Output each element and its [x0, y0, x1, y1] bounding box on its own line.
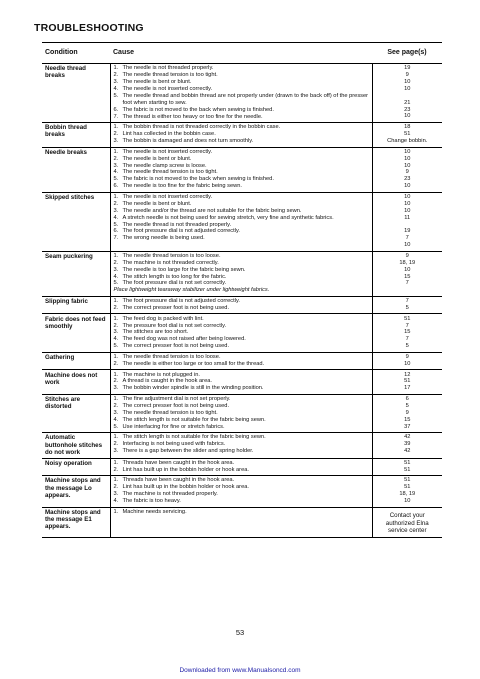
page-ref: 7	[405, 298, 409, 305]
page-ref: 21	[404, 99, 411, 106]
cause-text: The fabric is not moved to the back when sewing is finished.	[122, 106, 274, 113]
page-ref: 10	[404, 155, 411, 162]
page-ref: 51	[404, 378, 411, 385]
cause-text: The needle thread tension is too tight.	[122, 72, 218, 79]
cause-item	[114, 107, 369, 114]
cause-item	[114, 460, 369, 467]
cause-item	[114, 378, 369, 385]
cause-text: The needle thread tension is too tight.	[122, 169, 218, 176]
cause-item	[114, 131, 369, 138]
page-ref: 51	[404, 315, 411, 322]
cause-number: 1.	[113, 252, 119, 259]
cause-item	[114, 86, 369, 93]
page-ref: 42	[404, 434, 411, 441]
cause-number: 4.	[113, 336, 119, 343]
cause-item	[114, 183, 369, 190]
page-ref: 51	[404, 484, 411, 491]
cause-number: 4.	[113, 498, 119, 505]
cause-item	[114, 410, 369, 417]
page-ref: 17	[404, 385, 411, 392]
page-ref: 51	[404, 459, 411, 466]
page-ref: 51	[404, 466, 411, 473]
cause-item	[114, 343, 369, 350]
cause-cell	[110, 476, 372, 507]
table-row	[42, 433, 442, 458]
page-ref: 10	[404, 242, 411, 249]
cause-number: 3.	[113, 79, 119, 85]
page-ref: 5	[405, 402, 409, 409]
cause-text: Interfacing is not being used with fabrics.	[122, 441, 226, 448]
table-row	[42, 251, 442, 296]
cause-number: 2.	[113, 72, 119, 79]
cause-text: The stitch length is not suitable for the fabric being sewn.	[122, 416, 266, 423]
condition-cell: Skipped stitches	[42, 192, 110, 251]
cause-text: There is a gap between the slider and spring holder.	[122, 448, 254, 455]
cause-text: The machine is not threaded properly.	[122, 491, 218, 498]
cause-number: 6.	[113, 228, 119, 235]
page-ref: 9	[405, 169, 409, 176]
condition-cell: Machine stops and the message Lo appears.	[42, 476, 110, 507]
pages-cell	[372, 192, 442, 251]
cause-number: 1.	[113, 193, 119, 200]
page-ref: 9	[405, 72, 409, 79]
page-ref: Change bobbin.	[387, 138, 428, 144]
cause-text: The needle is not inserted correctly.	[122, 85, 213, 92]
page-ref: 51	[404, 477, 411, 484]
page-ref: 10	[404, 200, 411, 207]
cause-text: The needle thread tension is too loose.	[122, 353, 221, 360]
cause-number: 2.	[113, 441, 119, 448]
cause-number: 3.	[113, 207, 119, 214]
cause-item	[114, 424, 369, 431]
footer-download-link[interactable]: Downloaded from www.Manualsoncd.com	[179, 667, 301, 674]
page-ref: 39	[404, 441, 411, 448]
page-ref: 6	[405, 396, 409, 403]
page-ref: 10	[404, 498, 411, 505]
cause-cell	[110, 352, 372, 370]
cause-cell	[110, 296, 372, 314]
table-header-row	[42, 43, 442, 64]
condition-cell: Needle breaks	[42, 147, 110, 192]
cause-number: 1.	[113, 65, 119, 72]
cause-text: The needle is bent or blunt.	[122, 155, 192, 162]
pages-cell	[372, 458, 442, 476]
cause-item	[114, 194, 369, 201]
condition-cell: Automatic buttonhole stitches do not work	[42, 433, 110, 458]
page-ref: 7	[405, 280, 409, 287]
page-ref: 15	[404, 273, 411, 280]
page-ref-spacer	[376, 222, 440, 229]
page-ref: 10	[404, 85, 411, 92]
cause-text: The correct presser foot is not being used.	[122, 304, 230, 311]
cause-item	[114, 484, 369, 491]
cause-item	[114, 156, 369, 163]
cause-text: The fine adjustment dial is not set properly.	[122, 396, 231, 403]
cause-item	[114, 169, 369, 176]
cause-text: The foot pressure dial is not set correctly.	[122, 280, 227, 287]
cause-cell	[110, 458, 372, 476]
page-ref: 5	[405, 343, 409, 350]
cause-number: 4.	[113, 416, 119, 423]
table-row	[42, 123, 442, 148]
cause-text: The wrong needle is being used.	[122, 235, 205, 242]
troubleshooting-table	[42, 42, 442, 538]
page-ref: 9	[405, 252, 409, 259]
cause-text: The needle is bent or blunt.	[122, 79, 192, 85]
cause-text: The bobbin is damaged and does not turn smoothly.	[122, 138, 254, 145]
cause-item	[114, 274, 369, 281]
page-ref: 10	[404, 183, 411, 190]
table-row	[42, 476, 442, 507]
cause-cell	[110, 433, 372, 458]
condition-cell: Needle thread breaks	[42, 64, 110, 123]
cause-note: Place lightweight tearaway stabilizer under lightweight fabrics.	[113, 287, 270, 294]
cause-text: The foot pressure dial is not adjusted correctly.	[122, 228, 240, 235]
page-ref: 15	[404, 416, 411, 423]
page-ref: 10	[404, 162, 411, 169]
pages-cell	[372, 314, 442, 352]
page-ref: 18, 19	[399, 259, 416, 266]
cause-item	[114, 305, 369, 312]
cause-item	[114, 354, 369, 361]
table-row	[42, 458, 442, 476]
cause-item	[114, 222, 369, 229]
condition-cell: Fabric does not feed smoothly	[42, 314, 110, 352]
cause-number: 2.	[113, 155, 119, 162]
table-row	[42, 64, 442, 123]
table-row	[42, 147, 442, 192]
cause-item	[114, 434, 369, 441]
cause-cell	[110, 370, 372, 395]
cause-number: 1.	[113, 371, 119, 378]
condition-cell: Machine does not work	[42, 370, 110, 395]
cause-item	[114, 79, 369, 86]
cause-number: 1.	[113, 396, 119, 403]
table-row	[42, 352, 442, 370]
cause-item	[114, 208, 369, 215]
cause-number: 4.	[113, 169, 119, 176]
cause-number: 6.	[113, 183, 119, 190]
cause-item	[114, 163, 369, 170]
page-ref: 10	[404, 266, 411, 273]
page-ref: 19	[404, 228, 411, 235]
cause-number: 1.	[113, 477, 119, 484]
cause-number: 3.	[113, 329, 119, 336]
cause-number: 3.	[113, 448, 119, 455]
cause-text: The needle is bent or blunt.	[122, 200, 192, 207]
pages-cell	[372, 123, 442, 148]
page-ref: 7	[405, 336, 409, 343]
cause-text: The needle thread tension is too loose.	[122, 252, 221, 259]
page-ref: 19	[404, 65, 411, 72]
cause-item	[114, 441, 369, 448]
condition-cell: Gathering	[42, 352, 110, 370]
cause-item	[114, 124, 369, 131]
cause-item	[114, 361, 369, 368]
cause-item	[114, 114, 369, 121]
cause-number: 1.	[113, 353, 119, 360]
cause-number: 2.	[113, 378, 119, 385]
cause-number: 4.	[113, 214, 119, 221]
cause-item	[114, 323, 369, 330]
cause-item	[114, 385, 369, 392]
cause-text: The needle is too large for the fabric being sewn.	[122, 266, 246, 273]
cause-item	[114, 260, 369, 267]
cause-item	[114, 298, 369, 305]
cause-item	[114, 316, 369, 323]
page-ref: 15	[404, 329, 411, 336]
cause-item	[114, 65, 369, 72]
cause-text: Machine needs servicing.	[122, 508, 187, 515]
cause-number: 5.	[113, 176, 119, 183]
cause-text: The foot pressure dial is not adjusted correctly.	[122, 298, 240, 305]
cause-text: The bobbin winder spindle is still in the winding position.	[122, 385, 264, 392]
cause-number: 2.	[113, 200, 119, 207]
cause-text: The correct presser foot is not being used.	[122, 343, 230, 350]
cause-text: The pressure foot dial is not set correctly.	[122, 322, 227, 329]
cause-number: 2.	[113, 322, 119, 329]
cause-number: 2.	[113, 131, 119, 138]
table-row	[42, 394, 442, 432]
page-ref: 10	[404, 193, 411, 200]
cause-item	[114, 477, 369, 484]
table-row	[42, 192, 442, 251]
contact-service-note: Contact your authorized Elna service center	[385, 511, 429, 535]
cause-item	[114, 149, 369, 156]
cause-text: A stretch needle is not being used for sewing stretch, very fine and synthetic fabrics.	[122, 214, 334, 221]
cause-cell	[110, 147, 372, 192]
page-ref: 7	[405, 322, 409, 329]
cause-text: The needle is not inserted correctly.	[122, 148, 213, 155]
cause-number: 7.	[113, 113, 119, 120]
condition-cell: Slipping fabric	[42, 296, 110, 314]
pages-cell	[372, 147, 442, 192]
cause-text: Lint has built up in the bobbin holder or hook area.	[122, 484, 249, 491]
cause-item	[114, 215, 369, 222]
cause-text: The needle thread is not threaded properly.	[122, 221, 232, 228]
page-ref: 7	[405, 235, 409, 242]
cause-text: The fabric is not moved to the back when sewing is finished.	[122, 176, 274, 183]
pages-cell	[372, 296, 442, 314]
cause-item	[114, 417, 369, 424]
cause-number: 3.	[113, 491, 119, 498]
page-ref-spacer	[376, 93, 440, 100]
cause-text: The fabric is too heavy.	[122, 498, 181, 505]
page-ref: 23	[404, 176, 411, 183]
table-row	[42, 507, 442, 537]
cause-number: 2.	[113, 402, 119, 409]
pages-cell	[372, 64, 442, 123]
page-ref: 5	[405, 304, 409, 311]
cause-item	[114, 138, 369, 145]
cause-cell	[110, 123, 372, 148]
cause-item	[114, 201, 369, 208]
page-ref: 51	[404, 131, 411, 138]
cause-number: 2.	[113, 466, 119, 473]
cause-cell	[110, 192, 372, 251]
cause-item	[114, 235, 369, 242]
cause-text: Lint has built up in the bobbin holder or hook area.	[122, 466, 249, 473]
cause-cell	[110, 507, 372, 537]
cause-number: 5.	[113, 343, 119, 350]
cause-item	[114, 498, 369, 505]
cause-text: The bobbin thread is not threaded correctly in the bobbin case.	[122, 124, 281, 131]
cause-item	[114, 491, 369, 498]
cause-text: The correct presser foot is not being used.	[122, 402, 230, 409]
cause-number: 5.	[113, 221, 119, 228]
cause-item	[114, 396, 369, 403]
cause-text: The stitch length is too long for the fabric.	[122, 273, 227, 280]
condition-cell: Seam puckering	[42, 251, 110, 296]
cause-text: Threads have been caught in the hook area.	[122, 459, 235, 466]
cause-text: The needle is too fine for the fabric being sewn.	[122, 183, 243, 190]
cause-item	[114, 403, 369, 410]
page-ref: 9	[405, 409, 409, 416]
pages-cell	[372, 507, 442, 537]
cause-item	[114, 329, 369, 336]
cause-text: The machine is not plugged in.	[122, 371, 200, 378]
cause-text: The needle clamp screw is loose.	[122, 162, 207, 169]
page-ref: 18	[404, 124, 411, 131]
page-ref: 11	[404, 214, 411, 221]
cause-text: The feed dog is packed with lint.	[122, 315, 204, 322]
page-ref: 42	[404, 448, 411, 455]
cause-number: 1.	[113, 315, 119, 322]
cause-number: 3.	[113, 409, 119, 416]
cause-text: The stitches are too short.	[122, 329, 189, 336]
cause-item	[114, 228, 369, 235]
cause-item	[114, 467, 369, 474]
page-ref: 10	[404, 113, 411, 120]
condition-cell: Bobbin thread breaks	[42, 123, 110, 148]
cause-number: 2.	[113, 259, 119, 266]
cause-number: 1.	[113, 508, 119, 515]
page-ref: 23	[404, 106, 411, 113]
condition-cell: Noisy operation	[42, 458, 110, 476]
page-ref: 9	[405, 353, 409, 360]
page-number: 53	[235, 628, 245, 637]
cause-number: 1.	[113, 148, 119, 155]
cause-text: Use interfacing for fine or stretch fabrics.	[122, 423, 225, 430]
pages-cell	[372, 433, 442, 458]
cause-item	[114, 336, 369, 343]
condition-cell: Machine stops and the message E1 appears.	[42, 507, 110, 537]
cause-text: The needle is either too large or too small for the thread.	[122, 360, 265, 367]
cause-text: The needle is not threaded properly.	[122, 65, 214, 72]
cause-text: The needle and/or the thread are not suitable for the fabric being sewn.	[122, 207, 302, 214]
cause-number: 1.	[113, 298, 119, 305]
cause-item	[114, 253, 369, 260]
cause-number: 1.	[113, 459, 119, 466]
cause-item	[114, 372, 369, 379]
pages-cell	[372, 394, 442, 432]
cause-text: The needle thread and bobbin thread are not properly under (drawn to the back off) of the presser foot when starting to sew.	[122, 92, 369, 106]
cause-text: The needle thread tension is too tight.	[122, 409, 218, 416]
cause-number: 5.	[113, 280, 119, 287]
header-see-pages: See page(s)	[372, 43, 442, 64]
cause-number: 5.	[113, 92, 119, 99]
table-row	[42, 370, 442, 395]
cause-text: A thread is caught in the hook area.	[122, 378, 212, 385]
page-ref: 10	[404, 148, 411, 155]
condition-cell: Stitches are distorted	[42, 394, 110, 432]
cause-number: 5.	[113, 423, 119, 430]
cause-text: The needle is not inserted correctly.	[122, 193, 213, 200]
pages-cell	[372, 476, 442, 507]
cause-item	[114, 280, 369, 287]
cause-number: 1.	[113, 434, 119, 441]
cause-item	[114, 448, 369, 455]
page-ref: 37	[404, 423, 411, 430]
cause-text: The stitch length is not suitable for the fabric being sewn.	[122, 434, 266, 441]
cause-text: Threads have been caught in the hook area.	[122, 477, 235, 484]
header-cause: Cause	[110, 43, 372, 64]
cause-number: 3.	[113, 138, 119, 145]
cause-number: 3.	[113, 385, 119, 392]
cause-number: 6.	[113, 106, 119, 113]
page-ref: 10	[404, 207, 411, 214]
page-ref: 10	[404, 360, 411, 367]
cause-cell	[110, 314, 372, 352]
pages-cell	[372, 251, 442, 296]
cause-item	[114, 72, 369, 79]
cause-item	[114, 176, 369, 183]
cause-item	[114, 93, 369, 107]
table-row	[42, 314, 442, 352]
cause-number: 2.	[113, 360, 119, 367]
cause-item	[114, 509, 369, 516]
cause-text: Lint has collected in the bobbin case.	[122, 131, 216, 138]
cause-item	[114, 267, 369, 274]
cause-text: The machine is not threaded correctly.	[122, 259, 219, 266]
page-ref: 10	[404, 78, 411, 85]
cause-text: The feed dog was not raised after being lowered.	[122, 336, 246, 343]
cause-number: 2.	[113, 304, 119, 311]
pages-cell	[372, 370, 442, 395]
cause-number: 4.	[113, 273, 119, 280]
page-ref: 18, 19	[399, 491, 416, 498]
cause-text: The thread is either too heavy or too fine for the needle.	[122, 113, 263, 120]
cause-number: 4.	[113, 85, 119, 92]
page-ref: 12	[404, 371, 411, 378]
cause-number: 7.	[113, 235, 119, 242]
cause-number: 2.	[113, 484, 119, 491]
page-title: TROUBLESHOOTING	[34, 22, 144, 34]
cause-cell	[110, 394, 372, 432]
cause-number: 1.	[113, 124, 119, 131]
cause-cell	[110, 251, 372, 296]
pages-cell	[372, 352, 442, 370]
table-row	[42, 296, 442, 314]
cause-number: 3.	[113, 162, 119, 169]
header-condition: Condition	[42, 43, 110, 64]
cause-cell	[110, 64, 372, 123]
cause-number: 3.	[113, 266, 119, 273]
